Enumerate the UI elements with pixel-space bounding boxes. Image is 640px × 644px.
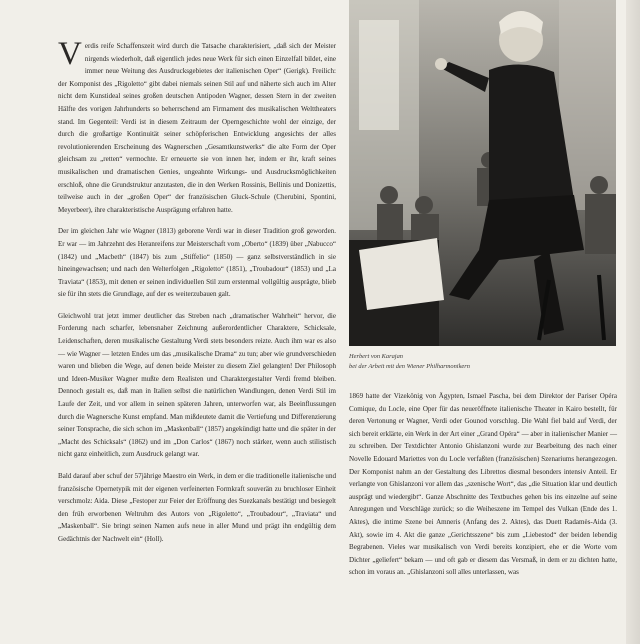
paragraph-3: Gleichwohl trat jetzt immer deutlicher das Streben nach „dramatischer Wahrheit“ hervor, die Forderung nach scharfer, lebensnaher Zeichnung außerordentlicher Charaktere, Schicksale, Leidenschaften, deren musikalische Gestaltung Verdi stets besonders reizte. Auch ihm war es also — wie Wagner — letzten Endes um das „musikalische Drama“ zu tun; aber wie grundverschieden waren und blieben die Wege, auf denen beide Meister zu diesem Ziel gelangten! Der Philosoph und Ideen-Musiker Wagner mußte dem Realisten und Charaktergestalter Verdi fremd bleiben. Dennoch gestalt es, daß man in Italien selbst die natürlichen Wandlungen, denen Verdi Stil im Laufe der Zeit, und vor allem in seinen späteren Jahren, unterworfen war, als Beeinflussungen durch die Wagnersche Kunst empfand. Man mißdeutete damit die Vertiefung und Differenzierung seiner Tonsprache, die sich schon im „Maskenball“ (1857) angekündigt hatte und die später in der „Macht des Schicksals“ (1862) und im „Don Carlos“ (1867) noch stärker, wenn auch stilistisch nicht ganz einheitlich, zum Ausdruck gelangt war. <box>58 311 336 459</box>
caption-description: bei der Arbeit mit den Wiener Philharmonikern <box>349 363 470 370</box>
paragraph-1 <box>58 36 336 216</box>
paragraph-1-text: erdis reife Schaffenszeit wird durch die Tatsache charakterisiert, „daß sich der Meister nirgends wiederholt, daß eigentlich jedes neue Werk für sich einen Einzelfall bildet, eine immer neue Weitung des Ausdrucksgebietes der italienischen Oper“ (Gerigk). Freilich: der Komponist des „Rigoletto“ gibt dabei niemals seinen Stil auf und näherte sich auch im Alter nicht dem Kunstideal seines großen deutschen Antipoden Wagner, dessen Stern in der zweiten Hälfte des vorigen Jahrhunderts so beherrschend am Firmament des musikalischen Welttheaters stand. Im Gegenteil: Verdi ist in diesem Zeitraum der Operngeschichte wohl der einzige, der durch die großartige Kontinuität seiner schöpferischen Entwicklung angesichts der alles revolutionierenden Erscheinung des Wagnerschen „Gesamtkunstwerks“ die alte Form der Oper gleichsam zu „retten“ vermochte. Er erneuerte sie von innen her, indem er ihr, kraft seines musikalischen und dramatischen Genies, ungeahnte Wirkungs- und Ausdrucksmöglichkeiten erschloß, ohne die Grundstruktur anzutasten, die in den Werken Rossinis, Bellinis und Donizettis, teilweise auch in der „großen Oper“ der französischen Gluck-Schule (Cherubini, Spontini, Meyerbeer), ihre charakteristische Ausprägung erfahren hatte. <box>58 42 336 214</box>
drop-cap: V <box>58 36 82 72</box>
right-paragraph: 1869 hatte der Vizekönig von Ägypten, Ismael Pascha, bei dem Direktor der Pariser Opéra Comique, du Locle, eine Oper für das neueröffnete italienische Theater in Kairo bestellt, für deren Vertonung er Wagner, Verdi oder Gounod vorschlug. Die Wahl fiel bald auf Verdi, der sich bereit erklärte, ein Werk in der Art einer „Grand Opéra“ — aber in italienischer Manier — zu schreiben. Der Textdichter Antonio Ghislanzoni wurde zur Bearbeitung des nach einer Novelle Edouard Mariettes von du Locle verfaßten (französischen) Szenariums herangezogen. Der Komponist nahm an der Gestaltung des Librettos diesmal besonders intensiv Anteil. Er verlangte von Ghislanzoni vor allem das „szenische Wort“, das „die Situation klar und deutlich ausprägt und wiedergibt“. Ganze Abschnitte des Textbuches gehen bis ins einzelne auf seine Anregungen und Vorschläge zurück; so die Weiheszene im Tempel des Vulkan (Ende des 1. Aktes), die intime Szene bei Amneris (Anfang des 2. Aktes), das Duett Radamès-Aida (3. Akt), sowie im 4. Akt die ganze „Gerichtsszene“ bis zum „Liebestod“ der beiden lebendig Begrabenen. Vieles war musikalisch von Verdi bereits konzipiert, ehe er die Worte vom Dichter „geliefert“ bekam — und oft gab er diesem das Versmaß, in dem er zu dichten hatte, schon im voraus an. „Ghislanzoni soll alles unterlassen, was <box>349 392 617 577</box>
page-edge <box>626 0 640 644</box>
sheet-music <box>359 238 444 310</box>
paragraph-2: Der im gleichen Jahr wie Wagner (1813) geborene Verdi war in dieser Tradition groß geworden. Er war — im Jahrzehnt des Heranreifens zur Meisterschaft vom „Oberto“ (1839) über „Nabucco“ (1842) und „Macbeth“ (1847) bis zum „Stiffelio“ (1850) — ganz selbstverständlich in sie hineingewachsen; und nach den Welterfolgen „Rigoletto“ (1851), „Troubadour“ (1853) und „La Traviata“ (1853), mit denen er seinen individuellen Stil zum erstenmal vollgültig ausprägte, blieb sie für ihn stets die Grundlage, auf der es weiterzubauen galt. <box>58 227 336 299</box>
photo-illustration <box>349 0 616 346</box>
right-text-column <box>349 390 617 579</box>
paragraph-4: Bald darauf aber schuf der 57jährige Maestro ein Werk, in dem er die traditionelle italienische und französische Opernetypik mit der eigenen verfeinerten Formkraft souverän zu bruchloser Einheit verschmolz: Aida. Diese „Festoper zur Feier der Eröffnung des Suezkanals bestätigt und besiegelt den früh erworbenen Weltruhm des Autors von „Rigoletto“, „Troubadour“, „Traviata“ und „Maskenball“. Sie bringt seinen Namen aufs neue in aller Mund und prägt ihn endgültig dem Gedächtnis der Nachwelt ein“ (Holl). <box>58 472 336 543</box>
caption-name: Herbert von Karajan <box>349 353 403 360</box>
hall-window <box>359 20 399 130</box>
conductor-photo <box>349 0 616 346</box>
left-text-column <box>58 36 336 555</box>
photo-caption <box>349 352 616 372</box>
